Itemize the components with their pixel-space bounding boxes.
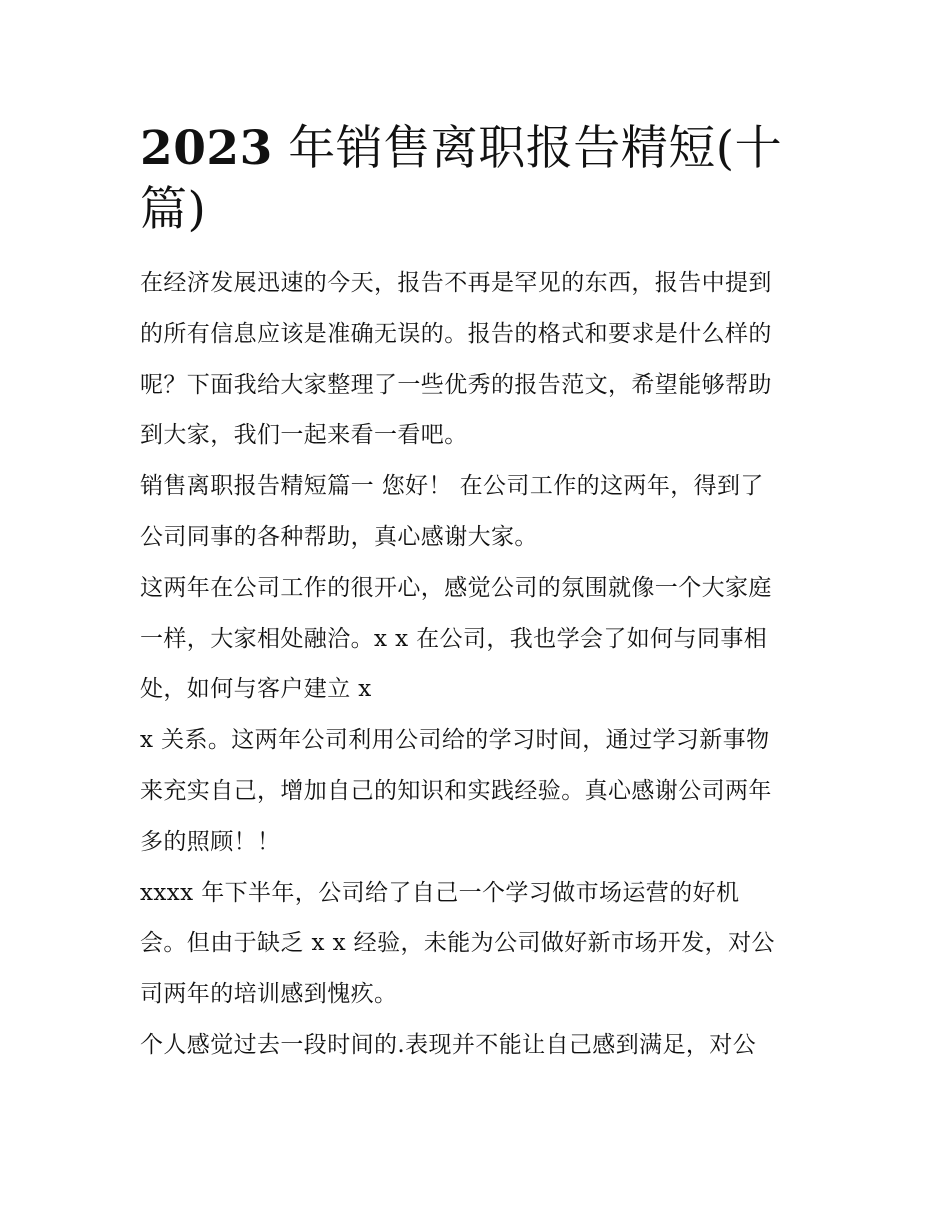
document-body bbox=[140, 258, 815, 1071]
text-line: x 关系。这两年公司利用公司给的学习时间，通过学习新事物 bbox=[140, 727, 770, 754]
title-text: 年销售离职报告精短(十 bbox=[288, 121, 783, 176]
text-line: xxxx 年下半年，公司给了自己一个学习做市场运营的好机 bbox=[140, 879, 740, 906]
text-line: 司两年的培训感到愧疚。 bbox=[140, 981, 398, 1008]
paragraph-intro bbox=[140, 258, 815, 461]
text-line: 在经济发展迅速的今天，报告不再是罕见的东西，报告中提到 bbox=[140, 270, 772, 296]
paragraph-self-reflection bbox=[140, 1020, 815, 1071]
title-line-1 bbox=[140, 118, 815, 179]
text-line: 一样，大家相处融洽。x x 在公司，我也学会了如何与同事相 bbox=[140, 625, 768, 652]
title-line-2: 篇) bbox=[140, 182, 207, 237]
paragraph-market-operation bbox=[140, 868, 815, 1020]
text-line: 呢？下面我给大家整理了一些优秀的报告范文，希望能够帮助 bbox=[140, 371, 772, 398]
text-line: 到大家，我们一起来看一看吧。 bbox=[140, 422, 468, 449]
text-line: 来充实自己，增加自己的知识和实践经验。真心感谢公司两年 bbox=[140, 777, 772, 804]
text-line: 多的照顾！！ bbox=[140, 828, 281, 855]
text-line: 的所有信息应该是准确无误的。报告的格式和要求是什么样的 bbox=[140, 320, 772, 347]
document-page bbox=[140, 118, 815, 1071]
text-line: 处，如何与客户建立 x bbox=[140, 676, 372, 703]
text-line: 会。但由于缺乏 x x 经验，未能为公司做好新市场开发，对公 bbox=[140, 930, 775, 957]
title-year: 2023 bbox=[140, 121, 273, 176]
page-title bbox=[140, 118, 815, 240]
paragraph-company-atmosphere bbox=[140, 563, 815, 715]
paragraph-section-one bbox=[140, 461, 815, 563]
text-line: 这两年在公司工作的很开心，感觉公司的氛围就像一个大家庭 bbox=[140, 574, 772, 601]
paragraph-learning bbox=[140, 715, 815, 867]
text-line: 个人感觉过去一段时间的.表现并不能让自己感到满足，对公 bbox=[140, 1031, 757, 1058]
text-line: 公司同事的各种帮助，真心感谢大家。 bbox=[140, 523, 538, 550]
text-line: 销售离职报告精短篇一 您好！ 在公司工作的这两年，得到了 bbox=[140, 473, 764, 500]
